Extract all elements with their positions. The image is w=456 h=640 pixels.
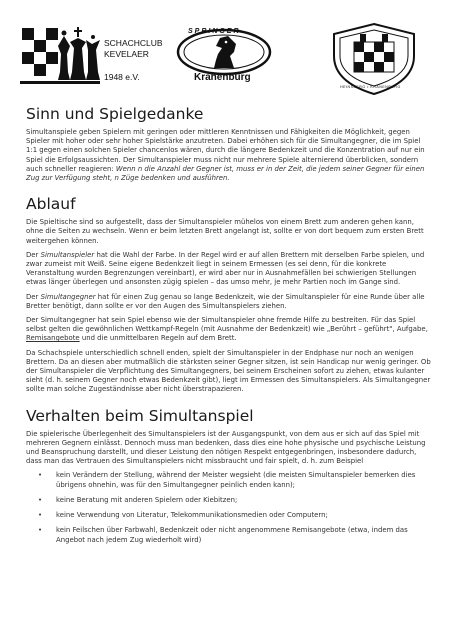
text: hat die Wahl der Farbe. In der Regel wird er auf allen Brettern mit derselben Farbe spielen, und zwar zumeist mit Weiß. Seine eigene Bedenkzeit liegt in seinem Ermessen (es sei denn, für die konkrete Veranstaltung wurden Begrenzungen vereinbart), er wird aber nur in Ausnahmefällen bei schwierigen Stellungen etwas länger überlegen und ansonsten zügig spielen – das umso mehr, je mehr Partien noch im Gange sind. <box>26 250 425 287</box>
text: Der Simultangegner hat sein Spiel ebenso wie der Simultanspieler ohne fremde Hilfe zu bestreiten. Für das Spiel selbst gelten die gewöhnlichen Wettkampf-Regeln (mit Ausnahme der Bedenkzeit) wie „Berührt – geführt", Aufgabe, <box>26 316 428 334</box>
header-logos <box>0 0 456 100</box>
schachclub-kevelaer-logo <box>18 24 163 88</box>
paragraph-ablauf-3 <box>26 293 432 311</box>
list-item <box>26 526 432 544</box>
paragraph-intro-text: Simultanspiele geben Spielern mit geringen oder mittleren Kenntnissen und Fähigkeiten die Möglichkeit, gegen Spieler mit hoher oder sehr hoher Spielstärke anzutreten. Dabei erhöhen sich für die Simultangegner, die im Spiel 1:1 gegen einen solchen Spieler chancenlos wären, durch die längere Bedenkzeit und die Konzentration auf nur ein Spiel die Erfolgsaussichten. Der Simultanspieler muss nicht nur mehrere Spiele alternierend überblicken, sondern auch schneller reagieren: <box>26 128 425 173</box>
emphasis-simultangegner: Simultangegner <box>40 292 96 301</box>
paragraph-ablauf-2 <box>26 251 432 288</box>
springer-label: SPRINGER <box>188 28 241 35</box>
list-item-text: kein Feilschen über Farbwahl, Bedenkzeit oder nicht angenommene Remisangebote (etwa, indem das Angebot nach jedem Zug wiederholt wird) <box>56 526 408 544</box>
kranenburg-label: Kranenburg <box>194 72 251 83</box>
paragraph-ablauf-4 <box>26 316 432 344</box>
paragraph-intro <box>26 128 432 183</box>
remisangebote-link[interactable]: Remisangebote <box>26 334 80 343</box>
bullet-icon: • <box>38 511 43 520</box>
heading-ablauf: Ablauf <box>26 195 76 214</box>
text: Der <box>26 292 41 301</box>
list-item <box>26 496 432 505</box>
club-name-line2: KEVELAER <box>104 49 149 59</box>
document-body <box>26 104 432 551</box>
text: Der <box>26 250 41 259</box>
bullet-icon: • <box>38 471 43 480</box>
text: hat für einen Zug genau so lange Bedenkzeit, wie der Simultanspieler für eine Runde über alle Bretter benötigt, dann sollte er vor den Augen des Simultanspielers ziehen. <box>26 292 425 310</box>
club-name-line1: SCHACHCLUB <box>104 38 163 48</box>
bullet-icon: • <box>38 495 43 504</box>
list-item-text: keine Beratung mit anderen Spielern oder Kiebitzen; <box>56 495 238 504</box>
heading-sinn-und-spielgedanke: Sinn und Spielgedanke <box>26 105 204 123</box>
club-founding-year: 1948 e.V. <box>104 72 140 82</box>
paragraph-ablauf-1: Die Spieltische sind so aufgestellt, dass der Simultanspieler mühelos von einem Brett zum anderen gehen kann, ohne die Seiten zu wechseln. Wenn er beim letzten Brett angelangt ist, sollte er von dort bequem zum ersten Brett weitergehen können. <box>26 218 424 245</box>
list-item-text: keine Verwendung von Literatur, Telekommunikationsmedien oder Computern; <box>56 511 328 520</box>
emphasis-simultanspieler: Simultanspieler <box>40 250 95 259</box>
text: und die unmittelbaren Regeln auf dem Brett. <box>79 334 237 343</box>
crest-ring-text: HEINSBERG • KRANENBURG <box>340 85 401 89</box>
springer-kranenburg-logo <box>168 26 284 90</box>
paragraph-verhalten-1: Die spielerische Überlegenheit des Simultanspielers ist der Ausgangspunkt, von dem aus er sich auf das Spiel mit mehreren Gegnern einlässt. Dennoch muss man bedenken, dass dies eine hohe physische und psychische Leistung und Beanspruchung darstellt, und dieser Leistung den nötigen Respekt entgegenbringen, insbesondere dadurch, dass man das Vertrauen des Simultanspielers nicht missbraucht und fair spielt, d. h. zum Beispiel <box>26 429 426 466</box>
paragraph-intro-emphasis: Wenn n die Anzahl der Gegner ist, muss er in der Zeit, die jedem seiner Gegner für einen Zug zur Verfügung steht, n Züge bedenken und ausführen. <box>26 164 425 183</box>
list-item-text: kein Verändern der Stellung, während der Meister wegsieht (die meisten Simultanspieler bemerken dies übrigens ohnehin, was für den Simultangegner peinlich enden kann); <box>56 471 416 489</box>
list-item <box>26 471 432 489</box>
rules-list <box>26 471 432 544</box>
paragraph-ablauf-5: Da Schachspiele unterschiedlich schnell enden, spielt der Simultanspieler in der Endphase nur noch an wenigen Brettern. Da an diesen aber mutmaßlich die stärksten seiner Gegner sitzen, ist sein Handicap nur wenig geringer. Ob der Simultanspieler die Verpflichtung des Simultangegners, bei seinem Erscheinen sofort zu ziehen, etwas kulanter sieht (d. h. seinem Gegner noch etwas Bedenkzeit gibt), liegt im Ermessen des Simultanspielers. Als Simultangegner sollte man solche Zugeständnisse aber nicht überstrapazieren. <box>26 348 431 394</box>
list-item <box>26 511 432 520</box>
heinsberg-kranenburg-crest <box>330 22 418 96</box>
heading-verhalten: Verhalten beim Simultanspiel <box>26 406 254 425</box>
bullet-icon: • <box>38 526 43 535</box>
